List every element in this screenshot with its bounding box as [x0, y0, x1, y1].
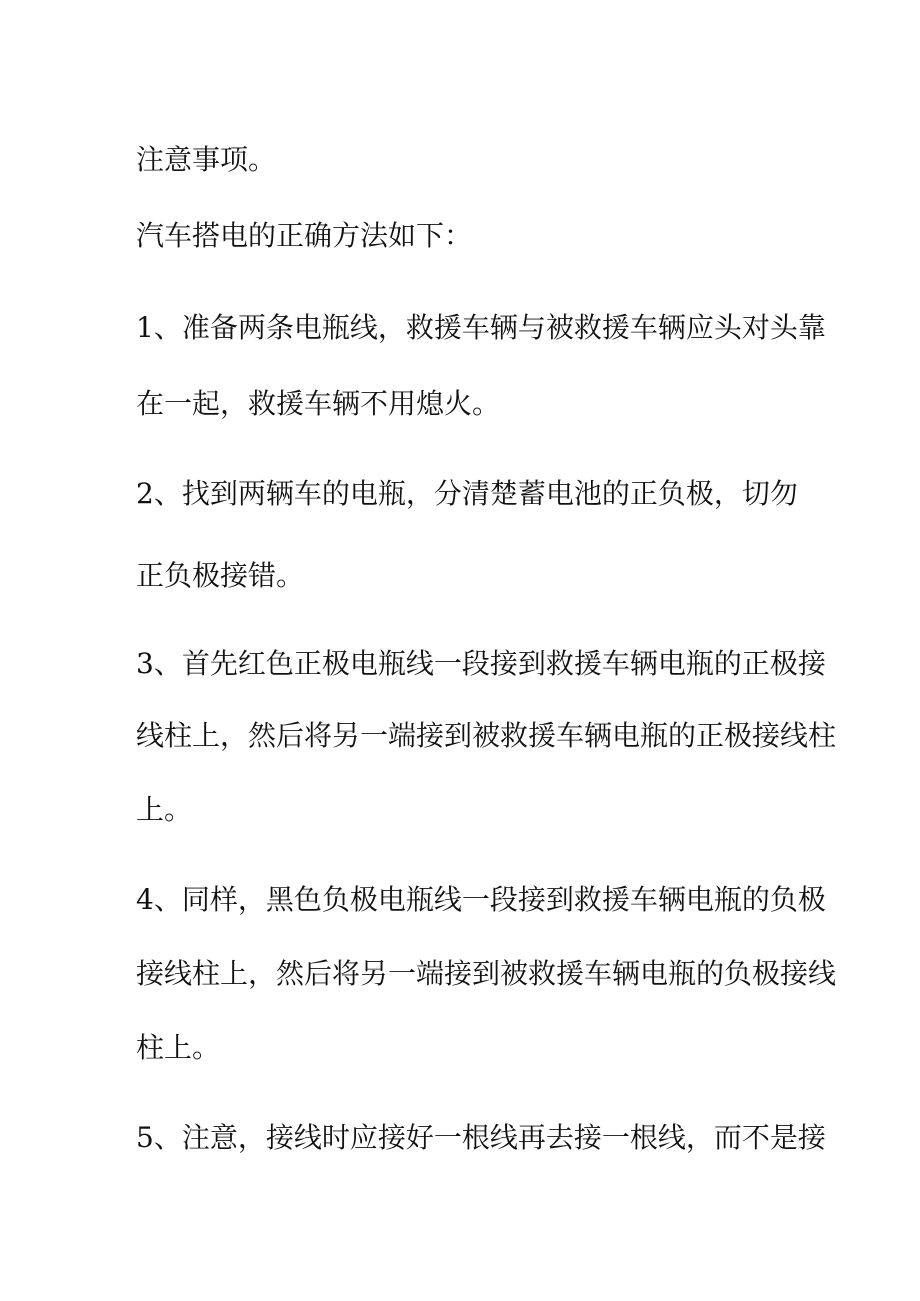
- text-line-step3-a: 3、首先红色正极电瓶线一段接到救援车辆电瓶的正极接: [136, 647, 826, 680]
- text-line-step1-b: 在一起，救援车辆不用熄火。: [136, 387, 501, 420]
- text-line-step5-a: 5、注意，接线时应接好一根线再去接一根线，而不是接: [136, 1121, 826, 1154]
- text-line-step4-c: 柱上。: [136, 1031, 221, 1064]
- text-line-method-intro: 汽车搭电的正确方法如下：: [136, 219, 473, 252]
- text-line-step4-a: 4、同样，黑色负极电瓶线一段接到救援车辆电瓶的负极: [136, 883, 826, 916]
- text-line-step1-a: 1、准备两条电瓶线，救援车辆与被救援车辆应头对头靠: [136, 311, 826, 344]
- text-line-step3-b: 线柱上，然后将另一端接到被救援车辆电瓶的正极接线柱: [136, 719, 837, 752]
- text-line-step4-b: 接线柱上，然后将另一端接到被救援车辆电瓶的负极接线: [136, 957, 837, 990]
- text-line-step2-a: 2、找到两辆车的电瓶，分清楚蓄电池的正负极，切勿: [136, 477, 798, 510]
- text-line-step2-b: 正负极接错。: [136, 559, 305, 592]
- text-line-step3-c: 上。: [136, 793, 193, 826]
- text-line-notes-heading: 注意事项。: [136, 143, 277, 176]
